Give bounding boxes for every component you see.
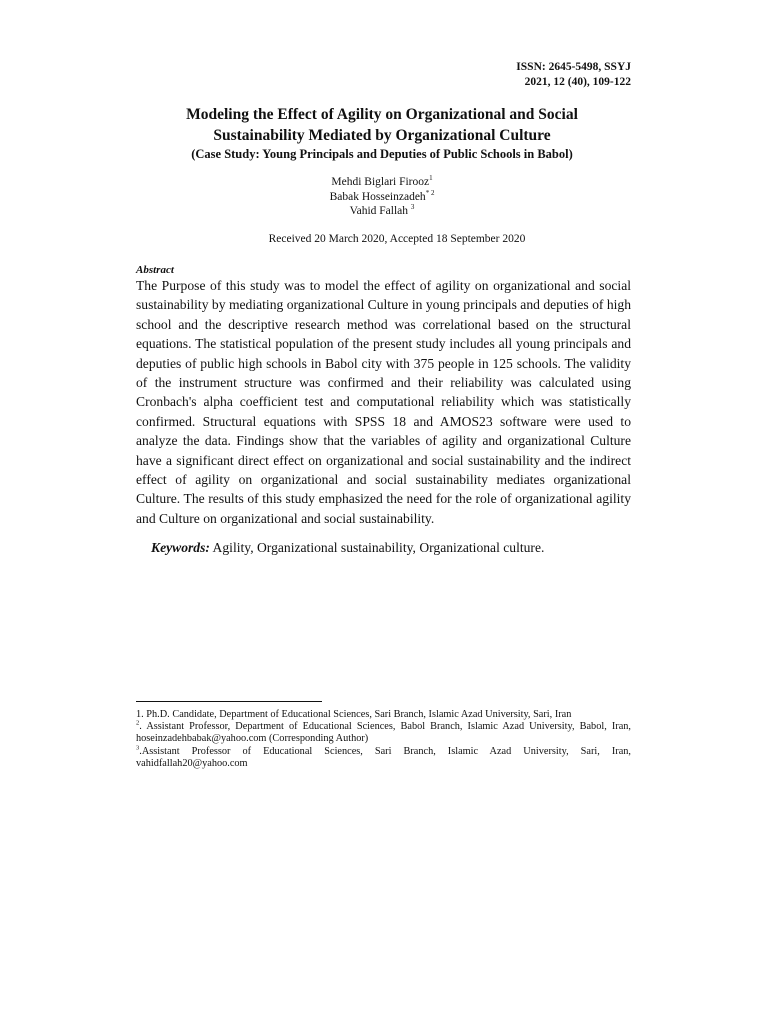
author xyxy=(300,204,464,219)
author-name: Vahid Fallah xyxy=(349,205,411,217)
footnote xyxy=(136,746,631,770)
received-accepted-dates: Received 20 March 2020, Accepted 18 September 2020 xyxy=(268,233,526,245)
footnote xyxy=(136,709,631,721)
author xyxy=(300,190,464,205)
author-affiliation-mark: * 2 xyxy=(425,188,435,197)
footnote xyxy=(136,721,631,745)
footnote-mark: 2 xyxy=(136,719,140,727)
paper-title xyxy=(120,104,644,146)
keywords-label: Keywords: xyxy=(151,540,210,555)
author-affiliation-mark: 1 xyxy=(429,174,433,183)
author-name: Babak Hosseinzadeh xyxy=(329,190,426,203)
journal-issn: ISSN: 2645-5498, SSYJ xyxy=(516,61,631,73)
keywords-line xyxy=(136,538,631,557)
footnote-mark: 3 xyxy=(136,744,140,752)
abstract-heading: Abstract xyxy=(136,264,174,276)
author-affiliation-mark: 3 xyxy=(410,203,415,212)
paper-title-line-1: Modeling the Effect of Agility on Organizational and Social xyxy=(186,106,578,123)
journal-reference xyxy=(516,60,631,90)
footnotes xyxy=(136,709,631,770)
keywords-text: Agility, Organizational sustainability, Organizational culture. xyxy=(209,540,545,555)
author-list xyxy=(300,175,464,219)
footnote-text: .Assistant Professor of Educational Sciences, Sari Branch, Islamic Azad University, Sari, Iran, vahidfallah20@yahoo.com xyxy=(136,745,631,769)
paper-title-line-2: Sustainability Mediated by Organizational Culture xyxy=(213,127,551,144)
author xyxy=(300,175,464,190)
footnote-text: . Assistant Professor, Department of Educational Sciences, Babol Branch, Islamic Azad University, Babol, Iran, hoseinzadehbabak@yahoo.com (Corresponding Author) xyxy=(136,721,631,745)
paper-subtitle: (Case Study: Young Principals and Deputies of Public Schools in Babol) xyxy=(191,147,573,161)
author-name: Mehdi Biglari Firooz xyxy=(331,176,430,188)
footnote-text: 1. Ph.D. Candidate, Department of Educational Sciences, Sari Branch, Islamic Azad University, Sari, Iran xyxy=(136,709,572,720)
journal-issue: 2021, 12 (40), 109-122 xyxy=(524,76,631,88)
abstract-text: The Purpose of this study was to model the effect of agility on organizational and social sustainability by mediating organizational Culture in young principals and deputies of high school and the descriptive research method was correlational based on the structural equations. The statistical population of the present study includes all young principals and deputies of public high schools in Babol city with 375 people in 125 schools. The validity of the instrument structure was confirmed and their reliability was calculated using Cronbach's alpha coefficient test and computational reliability which was statistically confirmed. Structural equations with SPSS 18 and AMOS23 software were used to analyze the data. Findings show that the variables of agility and organizational Culture have a significant direct effect on organizational and social sustainability and the indirect effect of agility on organizational and social sustainability mediates organizational Culture. The results of this study emphasized the need for the role of organizational agility and Culture on organizational and social sustainability. xyxy=(136,278,631,526)
footnote-divider xyxy=(136,701,322,702)
